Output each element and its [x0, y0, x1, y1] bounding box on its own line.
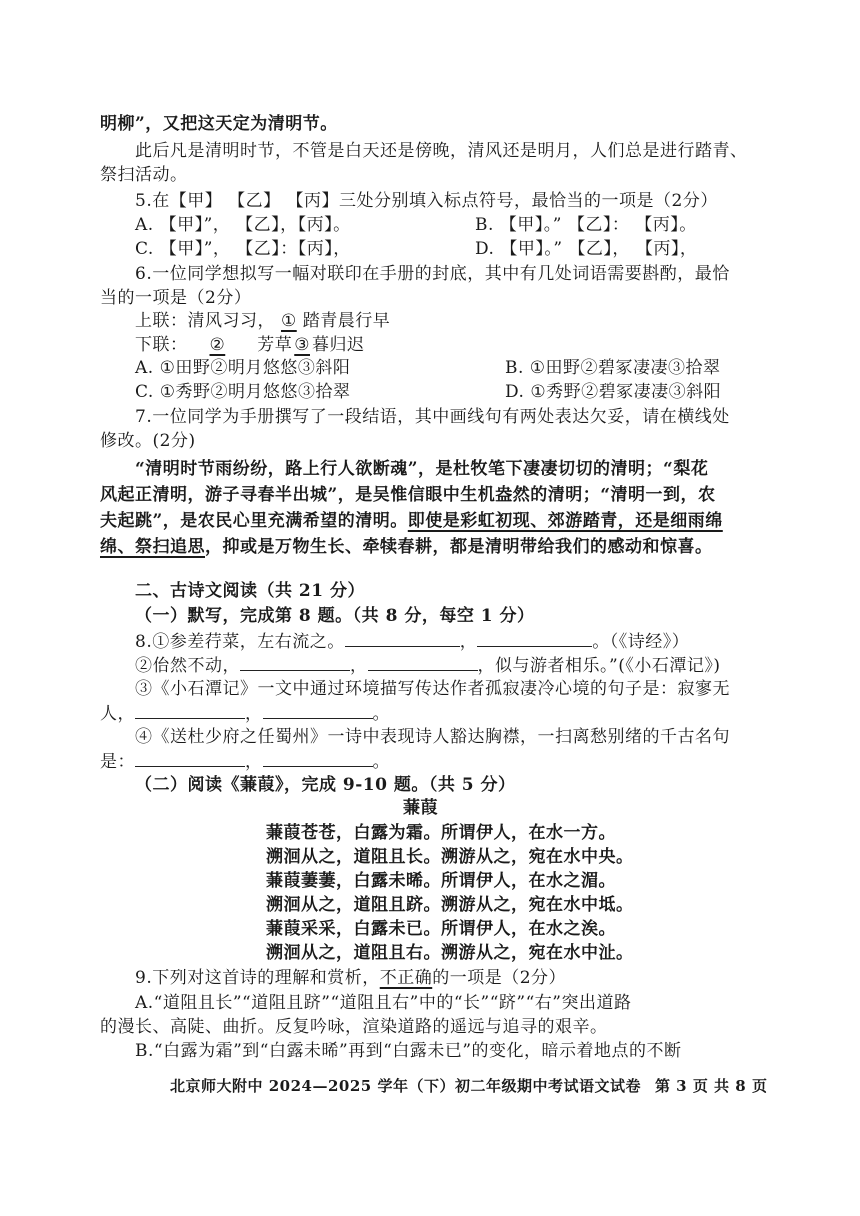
q9-text: 9.下列对这首诗的理解和赏析， — [135, 968, 380, 988]
q8-text: 8.①参差荇菜，左右流之。 — [135, 632, 345, 652]
q8-text: ， — [459, 632, 478, 652]
text-line: 祭扫活动。 — [100, 165, 188, 185]
passage-line — [100, 536, 713, 558]
poem-title: 蒹葭 — [403, 798, 438, 818]
q6-option-c: C. ①秀野②明月悠悠③拾翠 — [135, 382, 351, 402]
answer-blank[interactable] — [345, 630, 460, 647]
q9-option-b: B.“白露为霜”到“白露未晞”再到“白露未已”的变化，暗示着地点的不断 — [135, 1041, 682, 1061]
blank-mark-3: ③ — [294, 335, 310, 355]
question-7-stem-cont: 修改。(2分) — [100, 431, 196, 451]
q8-item-4: ④《送杜少府之任蜀州》一诗中表现诗人豁达胸襟，一扫离愁别绪的千古名句 — [135, 727, 730, 747]
q5-option-c: C. 【甲】”， 【乙】：【丙】， — [135, 239, 351, 259]
poem-line: 溯洄从之，道阻且跻。溯游从之，宛在水中坻。 — [266, 895, 634, 915]
subsection-title: （二）阅读《蒹葭》，完成 9-10 题。（共 5 分） — [135, 775, 516, 795]
subsection-title: （一）默写，完成第 8 题。（共 8 分，每空 1 分） — [135, 606, 535, 626]
answer-blank[interactable] — [135, 702, 245, 719]
q6-option-b: B. ①田野②碧冢凄凄③拾翠 — [505, 358, 721, 378]
q6-option-d: D. ①秀野②碧冢凄凄③斜阳 — [505, 382, 722, 402]
answer-blank[interactable] — [477, 630, 592, 647]
poem-line: 蒹葭苍苍，白露为霜。所谓伊人，在水一方。 — [266, 823, 616, 843]
blank-mark-2: ② — [209, 335, 226, 355]
q8-text: 。 — [372, 752, 390, 772]
passage-text: ，抑或是万物生长、牵犊春耕，都是清明带给我们的感动和惊喜。 — [205, 537, 713, 557]
question-9-stem — [135, 967, 566, 989]
q8-item-2 — [135, 654, 720, 677]
q9-emphasis: 不正确 — [379, 968, 433, 988]
poem-line: 溯洄从之，道阻且右。溯游从之，宛在水中沚。 — [266, 943, 634, 963]
q5-option-d: D. 【甲】。” 【乙】， 【丙】， — [475, 239, 698, 259]
page-number: 第 3 页 共 8 页 — [654, 1077, 768, 1095]
answer-blank[interactable] — [263, 750, 373, 767]
question-6-stem: 6.一位同学想拟写一幅对联印在手册的封底，其中有几处词语需要斟酌，最恰 — [135, 264, 730, 284]
couplet-lower-label: 下联： — [135, 335, 188, 355]
q8-item-3-cont — [100, 702, 390, 725]
poem-line: 蒹葭采采，白露未已。所谓伊人，在水之涘。 — [266, 919, 616, 939]
q8-text: 。 — [372, 704, 390, 724]
answer-blank[interactable] — [240, 654, 350, 671]
q8-text: ， — [245, 704, 263, 724]
q8-item-4-cont — [100, 750, 390, 773]
q8-text: 人， — [100, 704, 135, 724]
section-title: 二、古诗文阅读（共 21 分） — [135, 581, 365, 601]
page-footer — [170, 1075, 767, 1097]
poem-line: 蒹葭萋萋，白露未晞。所谓伊人，在水之湄。 — [266, 871, 616, 891]
text-line: 明柳”，又把这天定为清明节。 — [100, 114, 338, 134]
couplet-lower — [135, 334, 365, 356]
blank-mark-1: ① — [281, 311, 297, 331]
q8-text: ，似与游者相乐。”(《小石潭记》) — [477, 656, 721, 676]
q5-option-a: A. 【甲】”， 【乙】，【丙】。 — [135, 215, 351, 235]
text-line: 此后凡是清明时节，不管是白天还是傍晚，清风还是明月，人们总是进行踏青、 — [135, 141, 748, 161]
q8-text: ②佁然不动， — [135, 656, 240, 676]
answer-blank[interactable] — [135, 750, 245, 767]
couplet-upper-tail: 踏青晨行早 — [302, 311, 391, 331]
footer-title: 北京师大附中 2024—2025 学年（下）初二年级期中考试语文试卷 — [170, 1077, 641, 1095]
answer-blank[interactable] — [368, 654, 478, 671]
question-5-stem: 5.在【甲】 【乙】 【丙】三处分别填入标点符号，最恰当的一项是（2分） — [135, 191, 718, 211]
underlined-sentence: 即使是彩虹初现、郊游踏青，还是细雨绵 — [407, 511, 723, 531]
q5-option-b: B. 【甲】。” 【乙】： 【丙】。 — [475, 215, 697, 235]
poem-line: 溯洄从之，道阻且长。溯游从之，宛在水中央。 — [266, 847, 634, 867]
q9-option-a-cont: 的漫长、高陡、曲折。反复吟咏，渲染道路的遥远与追寻的艰辛。 — [100, 1017, 608, 1037]
passage-line: “清明时节雨纷纷，路上行人欲断魂”，是杜牧笔下凄凄切切的清明；“梨花 — [135, 459, 709, 479]
question-7-stem: 7.一位同学为手册撰写了一段结语，其中画线句有两处表达欠妥，请在横线处 — [135, 407, 730, 427]
q8-text: 。（《诗经》） — [592, 632, 690, 652]
underlined-sentence: 绵、祭扫追思 — [100, 537, 205, 557]
passage-text: 夫起跳”，是农民心里充满希望的清明。 — [100, 511, 408, 531]
q8-item-1 — [135, 630, 689, 653]
q9-text: 的一项是（2分） — [432, 968, 567, 988]
q8-text: ， — [245, 752, 263, 772]
q9-option-a: A.“道阻且长”“道阻且跻”“道阻且右”中的“长”“跻”“右”突出道路 — [135, 993, 632, 1013]
couplet-upper — [135, 310, 390, 332]
passage-line — [100, 510, 723, 532]
answer-blank[interactable] — [263, 702, 373, 719]
question-6-stem-cont: 当的一项是（2分） — [100, 288, 252, 308]
q8-text: ， — [350, 656, 368, 676]
q8-item-3: ③《小石潭记》一文中通过环境描写传达作者孤寂凄冷心境的句子是：寂寥无 — [135, 679, 730, 699]
passage-line: 风起正清明，游子寻春半出城”，是吴惟信眼中生机盎然的清明；“清明一到，农 — [100, 485, 716, 505]
couplet-upper-label: 上联：清风习习， — [135, 311, 275, 331]
couplet-lower-mid: 芳草 — [257, 335, 293, 355]
couplet-lower-tail: 暮归迟 — [312, 335, 365, 355]
q6-option-a: A. ①田野②明月悠悠③斜阳 — [135, 358, 351, 378]
q8-text: 是： — [100, 752, 135, 772]
